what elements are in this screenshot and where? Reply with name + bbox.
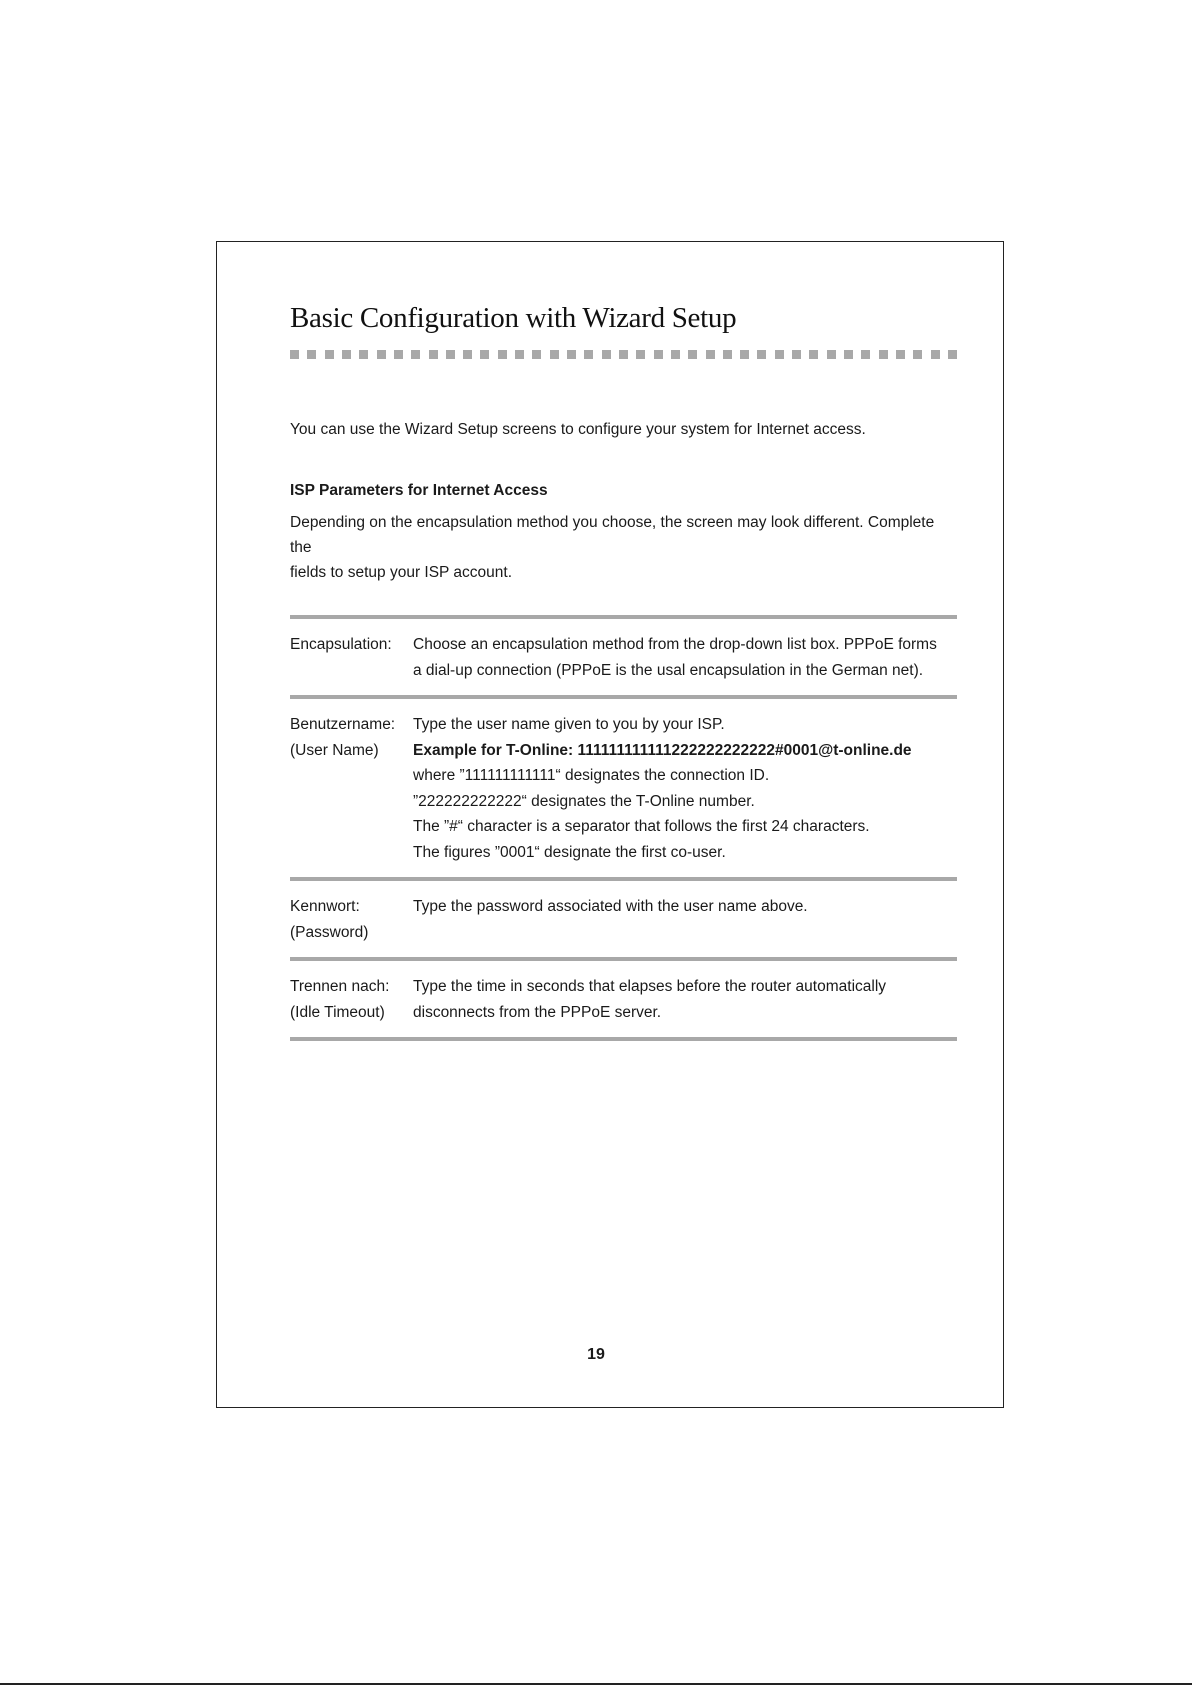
param-label (290, 894, 413, 945)
rule-dot (307, 350, 316, 359)
param-description (413, 894, 957, 945)
param-row-idle-timeout (290, 961, 957, 1041)
page-title: Basic Configuration with Wizard Setup (290, 302, 737, 334)
section-body-line: Depending on the encapsulation method you choose, the screen may look different. Complete the (290, 514, 935, 556)
param-label (290, 712, 413, 865)
param-label-line: Kennwort: (290, 898, 360, 915)
rule-dot (377, 350, 386, 359)
param-desc-line: The ”#“ character is a separator that follows the first 24 characters. (413, 818, 870, 835)
rule-dot (931, 350, 940, 359)
param-label (290, 632, 413, 683)
rule-dot (602, 350, 611, 359)
param-description (413, 974, 957, 1025)
param-label-line: (Idle Timeout) (290, 1003, 385, 1021)
param-label-line: (Password) (290, 923, 369, 941)
param-desc-line: disconnects from the PPPoE server. (413, 1003, 662, 1021)
rule-dot (654, 350, 663, 359)
rule-dot (844, 350, 853, 359)
param-label-line: Benutzername: (290, 716, 396, 733)
intro-paragraph: You can use the Wizard Setup screens to configure your system for Internet access. (290, 421, 866, 438)
rule-dot (411, 350, 420, 359)
rule-dot (809, 350, 818, 359)
rule-dot (463, 350, 472, 359)
param-desc-line: Type the user name given to you by your ISP. (413, 716, 725, 733)
rule-dot (775, 350, 784, 359)
rule-dot (359, 350, 368, 359)
rule-dot (446, 350, 455, 359)
param-row-encapsulation (290, 619, 957, 699)
param-description (413, 632, 957, 683)
param-description (413, 712, 957, 865)
page-number: 19 (587, 1346, 605, 1363)
param-desc-line: a dial-up connection (PPPoE is the usal encapsulation in the German net). (413, 661, 924, 679)
rule-dot (429, 350, 438, 359)
param-label (290, 974, 413, 1025)
rule-dot (325, 350, 334, 359)
rule-dot (498, 350, 507, 359)
param-label-line: Encapsulation: (290, 636, 392, 653)
param-desc-line: Type the password associated with the user name above. (413, 898, 808, 915)
rule-dot (636, 350, 645, 359)
rule-dot (550, 350, 559, 359)
param-label-line: Trennen nach: (290, 978, 390, 995)
rule-dot (827, 350, 836, 359)
param-desc-line: The figures ”0001“ designate the first co-user. (413, 843, 726, 861)
rule-dot (879, 350, 888, 359)
rule-dot (861, 350, 870, 359)
param-desc-example: Example for T-Online: 111111111111222222222222#0001@t-online.de (413, 741, 912, 759)
param-label-line: (User Name) (290, 741, 379, 759)
rule-dot (394, 350, 403, 359)
page-content (290, 300, 957, 1041)
param-desc-line: ”222222222222“ designates the T-Online number. (413, 792, 755, 810)
rule-dot (740, 350, 749, 359)
rule-dot (948, 350, 957, 359)
rule-dot (290, 350, 299, 359)
rule-dot (480, 350, 489, 359)
parameter-table (290, 615, 957, 1041)
rule-dot (532, 350, 541, 359)
param-desc-line: Type the time in seconds that elapses before the router automatically (413, 978, 887, 995)
rule-dot (619, 350, 628, 359)
section-body (290, 510, 957, 585)
rule-dot (706, 350, 715, 359)
section-body-line: fields to setup your ISP account. (290, 564, 513, 581)
rule-dot (896, 350, 905, 359)
rule-dot (671, 350, 680, 359)
section-heading: ISP Parameters for Internet Access (290, 482, 548, 499)
rule-dot (723, 350, 732, 359)
rule-dot (792, 350, 801, 359)
title-dot-rule (290, 350, 957, 359)
rule-dot (567, 350, 576, 359)
rule-dot (757, 350, 766, 359)
param-row-password (290, 881, 957, 961)
rule-dot (515, 350, 524, 359)
rule-dot (913, 350, 922, 359)
rule-dot (342, 350, 351, 359)
rule-dot (584, 350, 593, 359)
param-row-username (290, 699, 957, 881)
rule-dot (688, 350, 697, 359)
param-desc-line: where ”111111111111“ designates the connection ID. (413, 767, 770, 784)
param-desc-line: Choose an encapsulation method from the drop-down list box. PPPoE forms (413, 636, 937, 653)
